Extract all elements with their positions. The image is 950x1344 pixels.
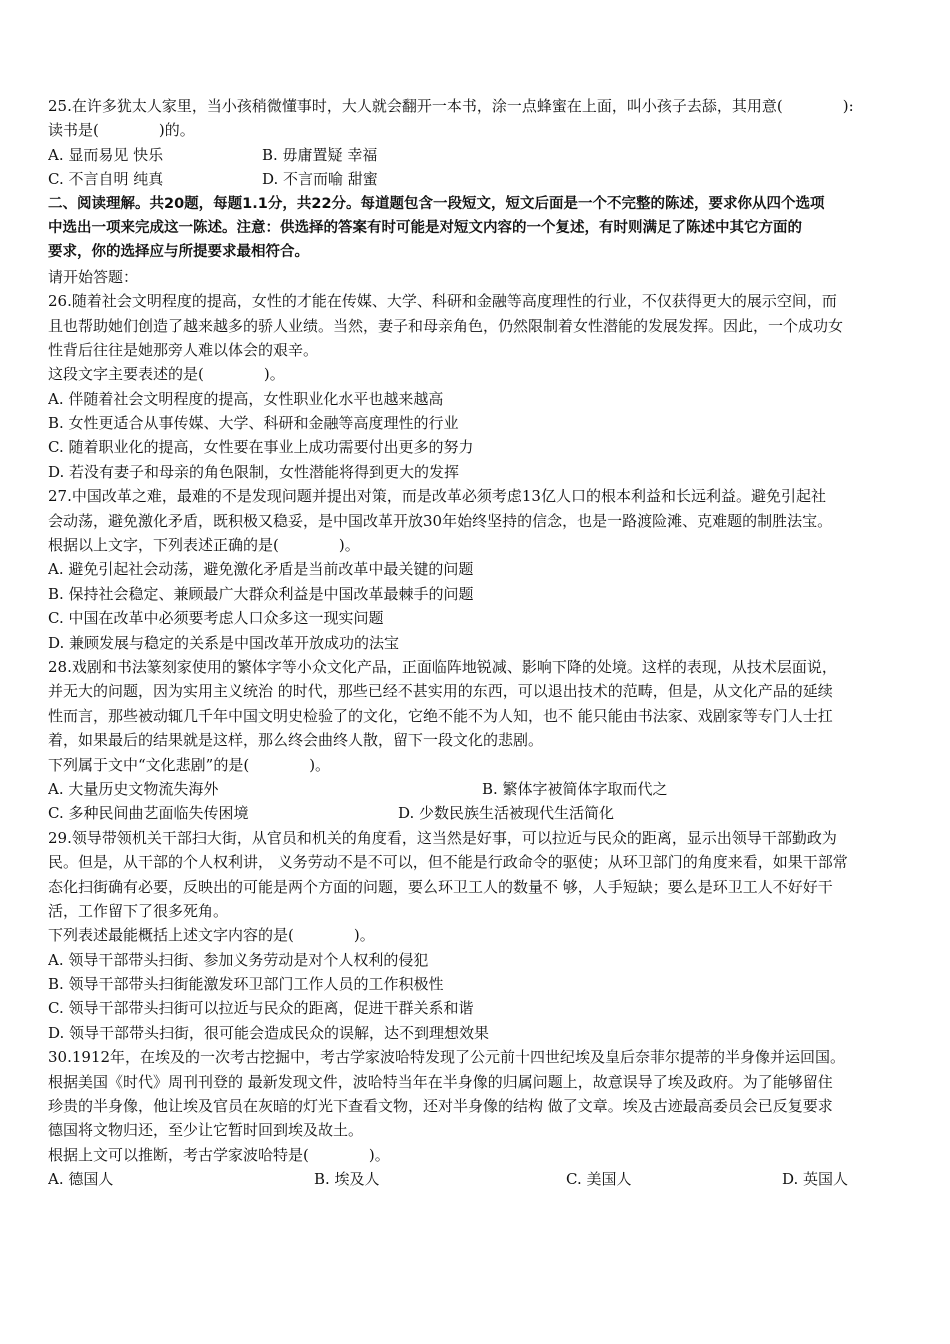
question-27 (48, 484, 916, 655)
option-c: C. 美国人 (566, 1170, 632, 1189)
question-29 (48, 826, 916, 1046)
question-stem-line: 26.随着社会文明程度的提高，女性的才能在传媒、大学、科研和金融等高度理性的行业，不仅获得更大的展示空间，而 (48, 292, 837, 311)
option-d: D. 少数民族生活被现代生活简化 (398, 804, 615, 823)
option-a: A. 大量历史文物流失海外 (48, 779, 219, 798)
question-prompt: 根据上文可以推断，考古学家波哈特是( )。 (48, 1145, 390, 1164)
option-b: B. 毋庸置疑 幸福 (262, 145, 378, 164)
option-b: B. 领导干部带头扫街能激发环卫部门工作人员的工作积极性 (48, 975, 444, 994)
question-stem-line: 27.中国改革之难，最难的不是发现问题并提出对策，而是改革必须考虑13亿人口的根本利益和长远利益。避免引起社 (48, 487, 826, 506)
question-stem-line: 性而言，那些被动辄几千年中国文明史检验了的文化，它绝不能不为人知，也不 能只能由书法家、戏剧家等专门人士扛 (48, 706, 833, 725)
option-c: C. 不言自明 纯真 (48, 170, 164, 189)
option-d: D. 兼顾发展与稳定的关系是中国改革开放成功的法宝 (48, 633, 400, 652)
question-stem-line: 读书是( )的。 (48, 121, 195, 140)
question-prompt: 下列表述最能概括上述文字内容的是( )。 (48, 926, 375, 945)
option-row (48, 167, 916, 191)
option-d: D. 不言而喻 甜蜜 (262, 170, 378, 189)
option-d: D. 领导干部带头扫街，很可能会造成民众的误解，达不到理想效果 (48, 1023, 490, 1042)
question-stem-line: 29.领导带领机关干部扫大街，从官员和机关的角度看，这当然是好事，可以拉近与民众的距离，显示出领导干部勤政为 (48, 828, 837, 847)
question-stem-line: 并无大的问题，因为实用主义统治 的时代，那些已经不甚实用的东西，可以退出技术的范畴，但是，从文化产品的延续 (48, 682, 833, 701)
option-a: A. 伴随着社会文明程度的提高，女性职业化水平也越来越高 (48, 389, 444, 408)
section-heading-line: 二、阅读理解。共20题，每题1.1分，共22分。每道题包含一段短文，短文后面是一个不完整的陈述，要求你从四个选项 (48, 195, 825, 212)
question-26 (48, 289, 916, 484)
option-a: A. 显而易见 快乐 (48, 145, 164, 164)
start-prompt: 请开始答题： (48, 267, 139, 286)
question-stem-line: 民。但是，从干部的个人权利讲， 义务劳动不是不可以，但不能是行政命令的驱使；从环卫部门的角度来看，如果干部常 (48, 853, 848, 872)
question-stem-line: 性背后往往是她那旁人难以体会的艰辛。 (48, 340, 319, 359)
option-c: C. 领导干部带头扫街可以拉近与民众的距离，促进干群关系和谐 (48, 999, 474, 1018)
option-b: B. 女性更适合从事传媒、大学、科研和金融等高度理性的行业 (48, 414, 459, 433)
section-heading-line: 中选出一项来完成这一陈述。注意：供选择的答案有时可能是对短文内容的一个复述，有时则满足了陈述中其它方面的 (48, 219, 802, 236)
section-heading (48, 192, 916, 265)
option-b: B. 埃及人 (314, 1170, 380, 1189)
exam-page (48, 94, 916, 1192)
question-stem-line: 根据美国《时代》周刊刊登的 最新发现文件，波哈特当年在半身像的归属问题上，故意误导了埃及政府。为了能够留住 (48, 1072, 833, 1091)
question-28 (48, 655, 916, 826)
question-stem-line: 且也帮助她们创造了越来越多的骄人业绩。当然，妻子和母亲角色，仍然限制着女性潜能的发展发挥。因此，一个成功女 (48, 316, 844, 335)
option-d: D. 若没有妻子和母亲的角色限制，女性潜能将得到更大的发挥 (48, 462, 460, 481)
option-row (48, 143, 916, 167)
option-c: C. 中国在改革中必须要考虑人口众多这一现实问题 (48, 609, 384, 628)
option-a: A. 领导干部带头扫街、参加义务劳动是对个人权利的侵犯 (48, 950, 429, 969)
question-stem-line: 会动荡，避免激化矛盾，既积极又稳妥，是中国改革开放30年始终坚持的信念，也是一路渡险滩、克难题的制胜法宝。 (48, 511, 833, 530)
option-row (48, 1167, 916, 1191)
option-a: A. 避免引起社会动荡，避免激化矛盾是当前改革中最关键的问题 (48, 560, 474, 579)
option-c: C. 多种民间曲艺面临失传困境 (48, 804, 249, 823)
question-prompt: 根据以上文字，下列表述正确的是( )。 (48, 536, 360, 555)
question-prompt: 这段文字主要表述的是( )。 (48, 365, 285, 384)
question-stem-line: 25.在许多犹太人家里，当小孩稍微懂事时，大人就会翻开一本书，涂一点蜂蜜在上面，叫小孩子去舔，其用意( ): (48, 97, 854, 115)
section-heading-line: 要求，你的选择应与所提要求最相符合。 (48, 244, 309, 261)
question-25 (48, 94, 916, 192)
question-stem-line: 珍贵的半身像，他让埃及官员在灰暗的灯光下查看文物，还对半身像的结构 做了文章。埃及古迹最高委员会已反复要求 (48, 1097, 833, 1116)
question-stem-line: 30.1912年，在埃及的一次考古挖掘中，考古学家波哈特发现了公元前十四世纪埃及皇后奈菲尔提蒂的半身像并运回国。 (48, 1048, 846, 1067)
question-30 (48, 1045, 916, 1191)
option-b: B. 繁体字被简体字取而代之 (482, 779, 668, 798)
question-stem-line: 28.戏剧和书法篆刻家使用的繁体字等小众文化产品，正面临阵地锐减、影响下降的处境。这样的表现，从技术层面说， (48, 657, 837, 676)
question-stem-line: 态化扫街确有必要，反映出的可能是两个方面的问题，要么环卫工人的数量不 够，人手短缺；要么是环卫工人不好好干 (48, 877, 833, 896)
option-row (48, 777, 916, 801)
option-d: D. 英国人 (782, 1170, 849, 1189)
question-stem-line: 德国将文物归还，至少让它暂时回到埃及故土。 (48, 1121, 364, 1140)
option-a: A. 德国人 (48, 1170, 114, 1189)
option-row (48, 801, 916, 825)
question-stem-line: 活，工作留下了很多死角。 (48, 901, 229, 920)
option-b: B. 保持社会稳定、兼顾最广大群众利益是中国改革最棘手的问题 (48, 584, 474, 603)
question-stem-line: 着，如果最后的结果就是这样，那么终会曲终人散，留下一段文化的悲剧。 (48, 731, 544, 750)
option-c: C. 随着职业化的提高，女性要在事业上成功需要付出更多的努力 (48, 438, 474, 457)
question-prompt: 下列属于文中“文化悲剧”的是( )。 (48, 755, 331, 774)
